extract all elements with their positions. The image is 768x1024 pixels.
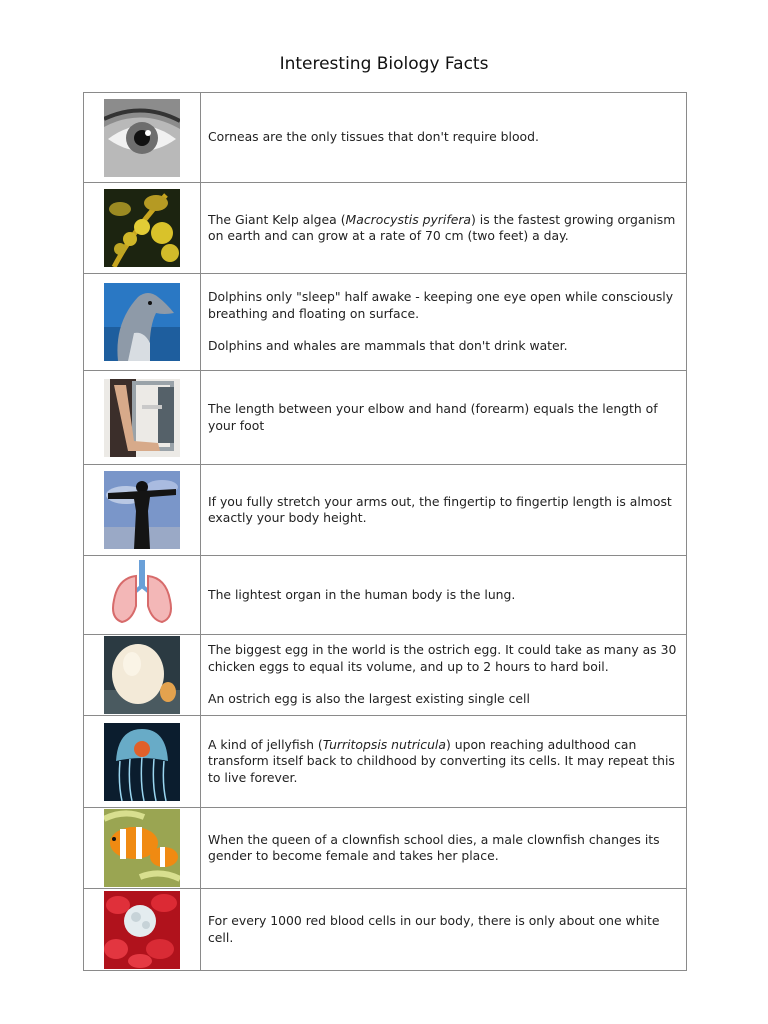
- fact-text: The length between your elbow and hand (forearm) equals the length of your foot: [208, 401, 658, 433]
- fact-text: When the queen of a clownfish school dies, a male clownfish changes its gender to become female and takes her place.: [208, 831, 660, 863]
- fact-text: Corneas are the only tissues that don't require blood.: [208, 129, 539, 145]
- fact-row: [84, 93, 687, 183]
- fact-text-cell: [201, 371, 687, 465]
- fact-image-cell: [84, 556, 201, 635]
- fact-image-cell: [84, 93, 201, 183]
- fact-row: [84, 556, 687, 635]
- kelp-photo: [104, 189, 180, 267]
- fact-row: [84, 716, 687, 808]
- fact-row: [84, 274, 687, 371]
- fact-paragraph: [208, 289, 680, 322]
- eye-photo: [104, 99, 180, 177]
- fact-paragraph: [208, 832, 680, 865]
- fact-paragraph: [208, 401, 680, 434]
- fact-text: If you fully stretch your arms out, the fingertip to fingertip length is almost exactly your body height.: [208, 493, 672, 525]
- fact-paragraph: [208, 642, 680, 675]
- fact-image-cell: [84, 889, 201, 971]
- blood-cells-photo: [104, 891, 180, 969]
- document-title: Interesting Biology Facts: [279, 54, 489, 74]
- fact-text: An ostrich egg is also the largest existing single cell: [208, 691, 530, 707]
- lungs-illustration: [104, 556, 180, 634]
- fact-text: ) is the fastest growing organism on earth and can grow at a rate of 70 cm (two feet) a day.: [208, 211, 676, 243]
- fact-row: [84, 465, 687, 556]
- fact-text-cell: [201, 93, 687, 183]
- facts-table: [83, 92, 687, 971]
- fact-text: ) upon reaching adulthood can transform itself back to childhood by converting its cells. It may repeat this to live forever.: [208, 736, 675, 785]
- fact-text: Dolphins only "sleep" half awake - keeping one eye open while consciously breathing and floating on surface.: [208, 289, 674, 321]
- forearm-photo: [104, 379, 180, 457]
- fact-image-cell: [84, 183, 201, 274]
- arms-outstretched-photo: [104, 471, 180, 549]
- fact-text-cell: [201, 183, 687, 274]
- fact-paragraph: [208, 737, 680, 787]
- fact-text: For every 1000 red blood cells in our body, there is only about one white cell.: [208, 913, 660, 945]
- fact-text: The lightest organ in the human body is the lung.: [208, 586, 516, 602]
- fact-paragraph: [208, 338, 680, 355]
- fact-image-cell: [84, 808, 201, 889]
- fact-text-cell: [201, 635, 687, 716]
- fact-text-cell: [201, 716, 687, 808]
- fact-text: A kind of jellyfish (: [208, 736, 323, 752]
- fact-paragraph: [208, 691, 680, 708]
- fact-text-cell: [201, 889, 687, 971]
- fact-image-cell: [84, 465, 201, 556]
- fact-paragraph: [208, 212, 680, 245]
- fact-text-cell: [201, 556, 687, 635]
- fact-text: Dolphins and whales are mammals that don't drink water.: [208, 338, 568, 354]
- clownfish-photo: [104, 809, 180, 887]
- fact-paragraph: [208, 494, 680, 527]
- fact-text-cell: [201, 274, 687, 371]
- fact-paragraph: [208, 587, 680, 604]
- scientific-name: Macrocystis pyrifera: [345, 211, 472, 227]
- fact-row: [84, 371, 687, 465]
- fact-text: The Giant Kelp algea (: [208, 211, 346, 227]
- fact-row: [84, 183, 687, 274]
- fact-text-cell: [201, 808, 687, 889]
- scientific-name: Turritopsis nutricula: [322, 736, 446, 752]
- fact-text: The biggest egg in the world is the ostrich egg. It could take as many as 30 chicken eggs to equal its volume, and up to 2 hours to hard boil.: [208, 642, 677, 674]
- fact-row: [84, 635, 687, 716]
- fact-row: [84, 808, 687, 889]
- fact-image-cell: [84, 274, 201, 371]
- jellyfish-photo: [104, 723, 180, 801]
- fact-image-cell: [84, 371, 201, 465]
- fact-row: [84, 889, 687, 971]
- dolphin-photo: [104, 283, 180, 361]
- fact-paragraph: [208, 129, 680, 146]
- fact-paragraph: [208, 913, 680, 946]
- fact-image-cell: [84, 635, 201, 716]
- ostrich-egg-photo: [104, 636, 180, 714]
- fact-image-cell: [84, 716, 201, 808]
- fact-text-cell: [201, 465, 687, 556]
